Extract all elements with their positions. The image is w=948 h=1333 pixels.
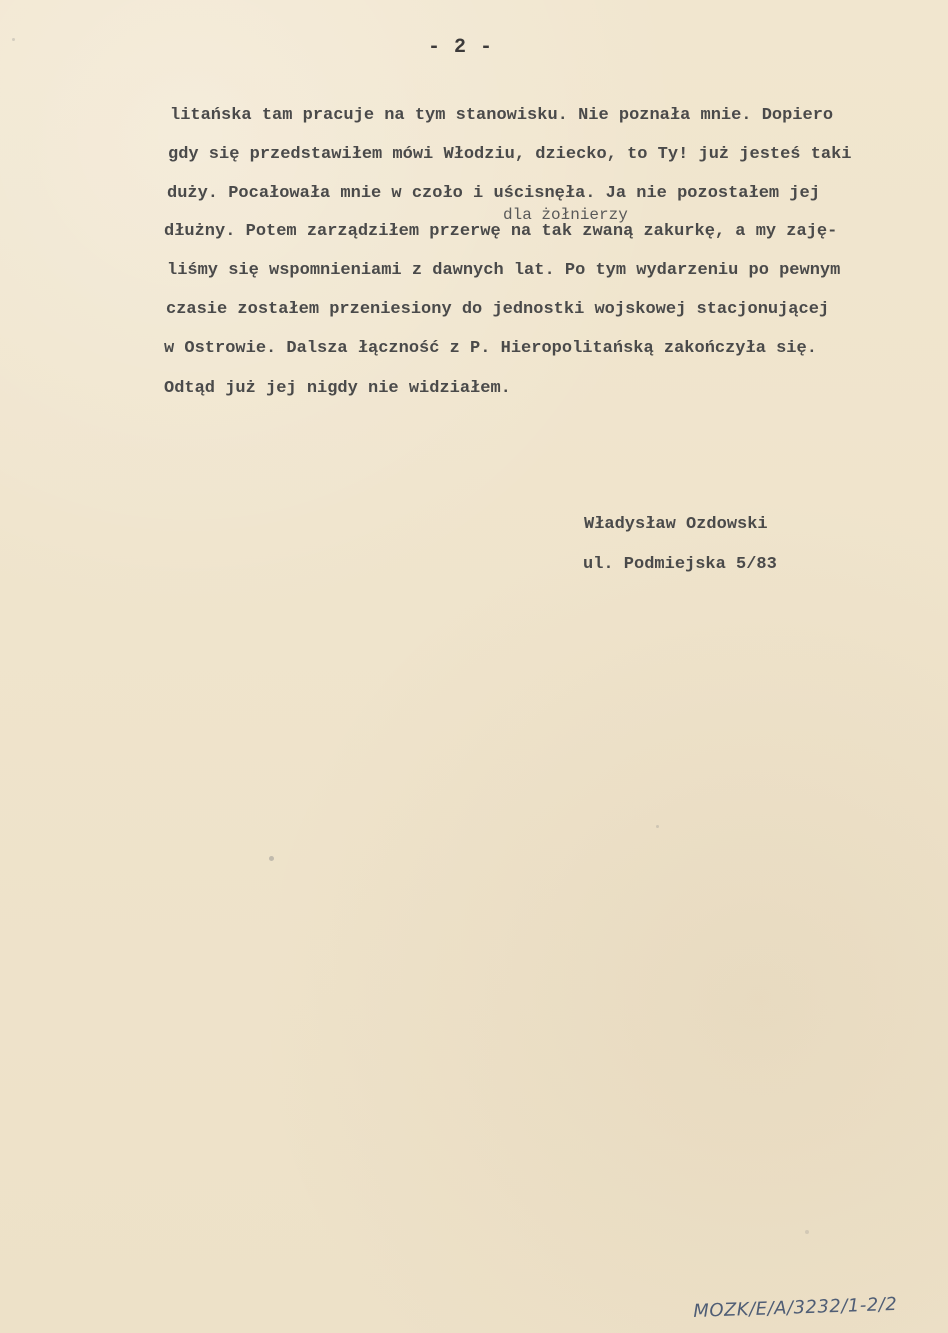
page-number: - 2 - xyxy=(428,36,494,59)
paper-speck xyxy=(269,856,274,861)
body-line-8: Odtąd już jej nigdy nie widziałem. xyxy=(164,379,511,398)
body-line-7: w Ostrowie. Dalsza łączność z P. Hieropolitańską zakończyła się. xyxy=(164,339,817,358)
signature-address: ul. Podmiejska 5/83 xyxy=(583,555,777,574)
paper-speck xyxy=(12,38,15,41)
signature-name: Władysław Ozdowski xyxy=(584,515,768,534)
paper-speck xyxy=(656,825,659,828)
body-line-6: czasie zostałem przeniesiony do jednostki wojskowej stacjonującej xyxy=(166,300,830,319)
body-line-2: gdy się przedstawiłem mówi Włodziu, dziecko, to Ty! już jesteś taki xyxy=(168,145,852,164)
body-line-5: liśmy się wspomnieniami z dawnych lat. Po tym wydarzeniu po pewnym xyxy=(167,261,841,280)
paper-speck xyxy=(805,1230,809,1234)
archive-reference: MOZK/E/A/3232/1-2/2 xyxy=(693,1293,898,1322)
body-line-1: litańska tam pracuje na tym stanowisku. Nie poznała mnie. Dopiero xyxy=(170,106,834,125)
inserted-text: dla żołnierzy xyxy=(503,206,628,224)
body-line-3: duży. Pocałowała mnie w czoło i uścisnęła. Ja nie pozostałem jej xyxy=(167,184,820,203)
body-line-4: dłużny. Potem zarządziłem przerwę na tak zwaną zakurkę, a my zaję- xyxy=(164,222,838,241)
